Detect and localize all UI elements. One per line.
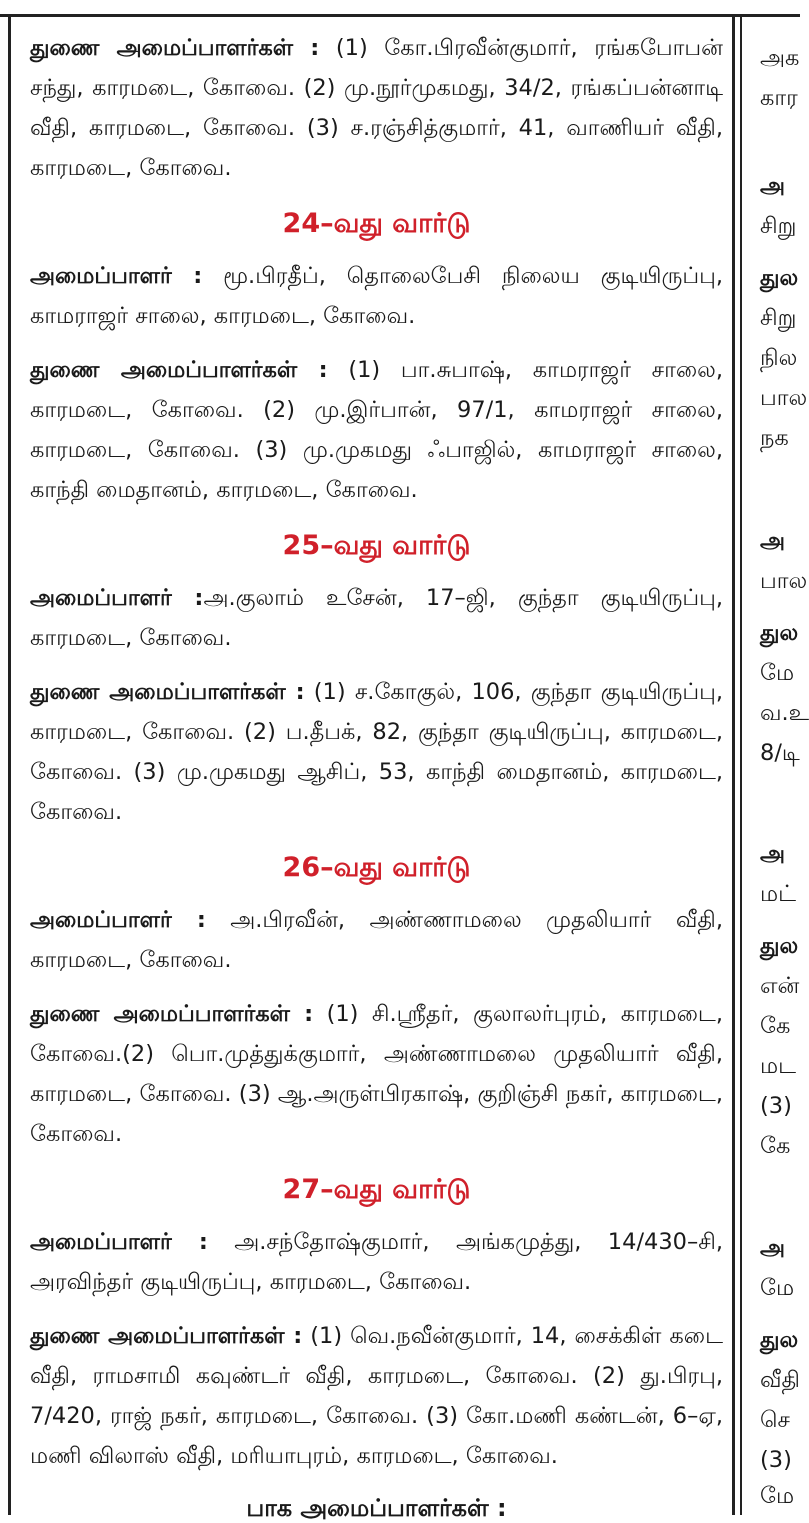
deputies-text: (1) ச.கோகுல், 106, குந்தா குடியிருப்பு, காரமடை, கோவை. (2) ப.தீபக், 82, குந்தா குடியிருப்பு, காரமடை, கோவை. (3) மு.முகமது ஆசிப், 53, காந்தி மைதானம், காரமடை, கோவை. (30, 679, 723, 825)
main-column (30, 28, 723, 1490)
deputies-entry (30, 350, 723, 510)
deputies-label: துணை அமைப்பாளர்கள் : (30, 35, 320, 61)
deputies-label: துணை அமைப்பாளர்கள் : (30, 679, 305, 705)
deputies-entry (30, 994, 723, 1154)
column-fragment: அக (760, 45, 800, 71)
column-fragment: சிறு (760, 305, 797, 331)
deputies-label: துணை அமைப்பாளர்கள் : (30, 357, 328, 383)
ward-section-25 (30, 526, 723, 832)
intro-deputies (30, 28, 723, 188)
column-fragment: வ.உ (760, 700, 809, 726)
column-fragment: மட் (760, 881, 797, 907)
deputies-text: (1) சி.ஸ்ரீதர், குலாலர்புரம், காரமடை, கோவை.(2) பொ.முத்துக்குமார், அண்ணாமலை முதலியார் வீதி, காரமடை, கோவை. (3) ஆ.அருள்பிரகாஷ், குறிஞ்சி நகர், காரமடை, கோவை. (30, 1001, 723, 1147)
organizer-entry (30, 578, 723, 658)
deputies-entry (30, 672, 723, 832)
column-fragment: கே (760, 1013, 791, 1039)
deputies-label: துணை அமைப்பாளர்கள் : (30, 1323, 303, 1349)
column-fragment: (3) (760, 1093, 792, 1119)
ward-section-27 (30, 1170, 723, 1476)
column-fragment: துல (760, 265, 799, 291)
deputies-entry (30, 1316, 723, 1476)
deputies-label: துணை அமைப்பாளர்கள் : (30, 1001, 314, 1027)
column-fragment: மட (760, 1053, 797, 1079)
organizer-text: அ.சந்தோஷ்குமார், அங்கமுத்து, 14/430–சி, அரவிந்தர் குடியிருப்பு, காரமடை, கோவை. (30, 1229, 723, 1295)
column-fragment: கே (760, 1133, 791, 1159)
left-rule (8, 14, 11, 1515)
column-fragment: மே (760, 1483, 795, 1509)
column-fragment: கார (760, 85, 798, 111)
column-fragment: அ (760, 173, 786, 199)
column-fragment: மே (760, 660, 795, 686)
deputies-text: (1) பா.சுபாஷ், காமராஜர் சாலை, காரமடை, கோவை. (2) மு.இர்பான், 97/1, காமராஜர் சாலை, காரமடை, கோவை. (3) மு.முகமது ஃபாஜில், காமராஜர் சாலை, காந்தி மைதானம், காரமடை, கோவை. (30, 357, 723, 503)
organizer-text: அ.பிரவீன், அண்ணாமலை முதலியார் வீதி, காரமடை, கோவை. (30, 907, 723, 973)
organizer-entry (30, 1222, 723, 1302)
organizer-label: அமைப்பாளர் : (30, 263, 203, 289)
column-fragment: பால (760, 385, 808, 411)
column-fragment: துல (760, 620, 799, 646)
column-divider-inner (740, 14, 742, 1515)
organizer-label: அமைப்பாளர் : (30, 907, 206, 933)
column-fragment: சிறு (760, 213, 797, 239)
column-fragment: செ (760, 1407, 790, 1433)
column-fragment: வீதி (760, 1367, 800, 1393)
ward-heading: 25–வது வார்டு (282, 530, 471, 561)
ward-heading: 24–வது வார்டு (282, 208, 471, 239)
organizer-entry (30, 900, 723, 980)
ward-heading: 27–வது வார்டு (282, 1174, 471, 1205)
ward-heading: 26–வது வார்டு (282, 852, 471, 883)
deputies-text: (1) வெ.நவீன்குமார், 14, சைக்கிள் கடை வீதி, ராமசாமி கவுண்டர் வீதி, காரமடை, கோவை. (2) து.பிரபு, 7/420, ராஜ் நகர், காரமடை, கோவை. (3) கோ.மணி கண்டன், 6–ஏ, மணி விலாஸ் வீதி, மரியாபுரம், காரமடை, கோவை. (30, 1323, 723, 1469)
column-fragment: அ (760, 1235, 786, 1261)
ward-section-24 (30, 204, 723, 510)
column-fragment: அ (760, 528, 786, 554)
column-fragment: (3) (760, 1447, 792, 1473)
cropped-adjacent-column (760, 0, 809, 1515)
column-fragment: நில (760, 345, 798, 371)
column-fragment: 8/டி (760, 740, 800, 766)
section-footer-heading: பாக அமைப்பாளர்கள் : (246, 1494, 507, 1522)
organizer-entry (30, 256, 723, 336)
column-fragment: என் (760, 973, 800, 999)
top-rule (0, 14, 800, 17)
column-divider (732, 14, 735, 1515)
column-fragment: நக (760, 425, 789, 451)
deputies-text: (1) கோ.பிரவீன்குமார், ரங்கபோபன் சந்து, காரமடை, கோவை. (2) மு.நூர்முகமது, 34/2, ரங்கப்பன்னாடி வீதி, காரமடை, கோவை. (3) ச.ரஞ்சித்குமார், 41, வாணியர் வீதி, காரமடை, கோவை. (30, 35, 723, 181)
column-fragment: பால (760, 568, 808, 594)
organizer-text: அ.குலாம் உசேன், 17–ஜி, குந்தா குடியிருப்பு, காரமடை, கோவை. (30, 585, 723, 651)
column-fragment: துல (760, 1327, 799, 1353)
organizer-label: அமைப்பாளர் : (30, 585, 204, 611)
column-fragment: மே (760, 1275, 795, 1301)
column-fragment: துல (760, 933, 799, 959)
organizer-text: மூ.பிரதீப், தொலைபேசி நிலைய குடியிருப்பு, காமராஜர் சாலை, காரமடை, கோவை. (30, 263, 723, 329)
organizer-label: அமைப்பாளர் : (30, 1229, 208, 1255)
column-fragment: அ (760, 841, 786, 867)
ward-section-26 (30, 848, 723, 1154)
